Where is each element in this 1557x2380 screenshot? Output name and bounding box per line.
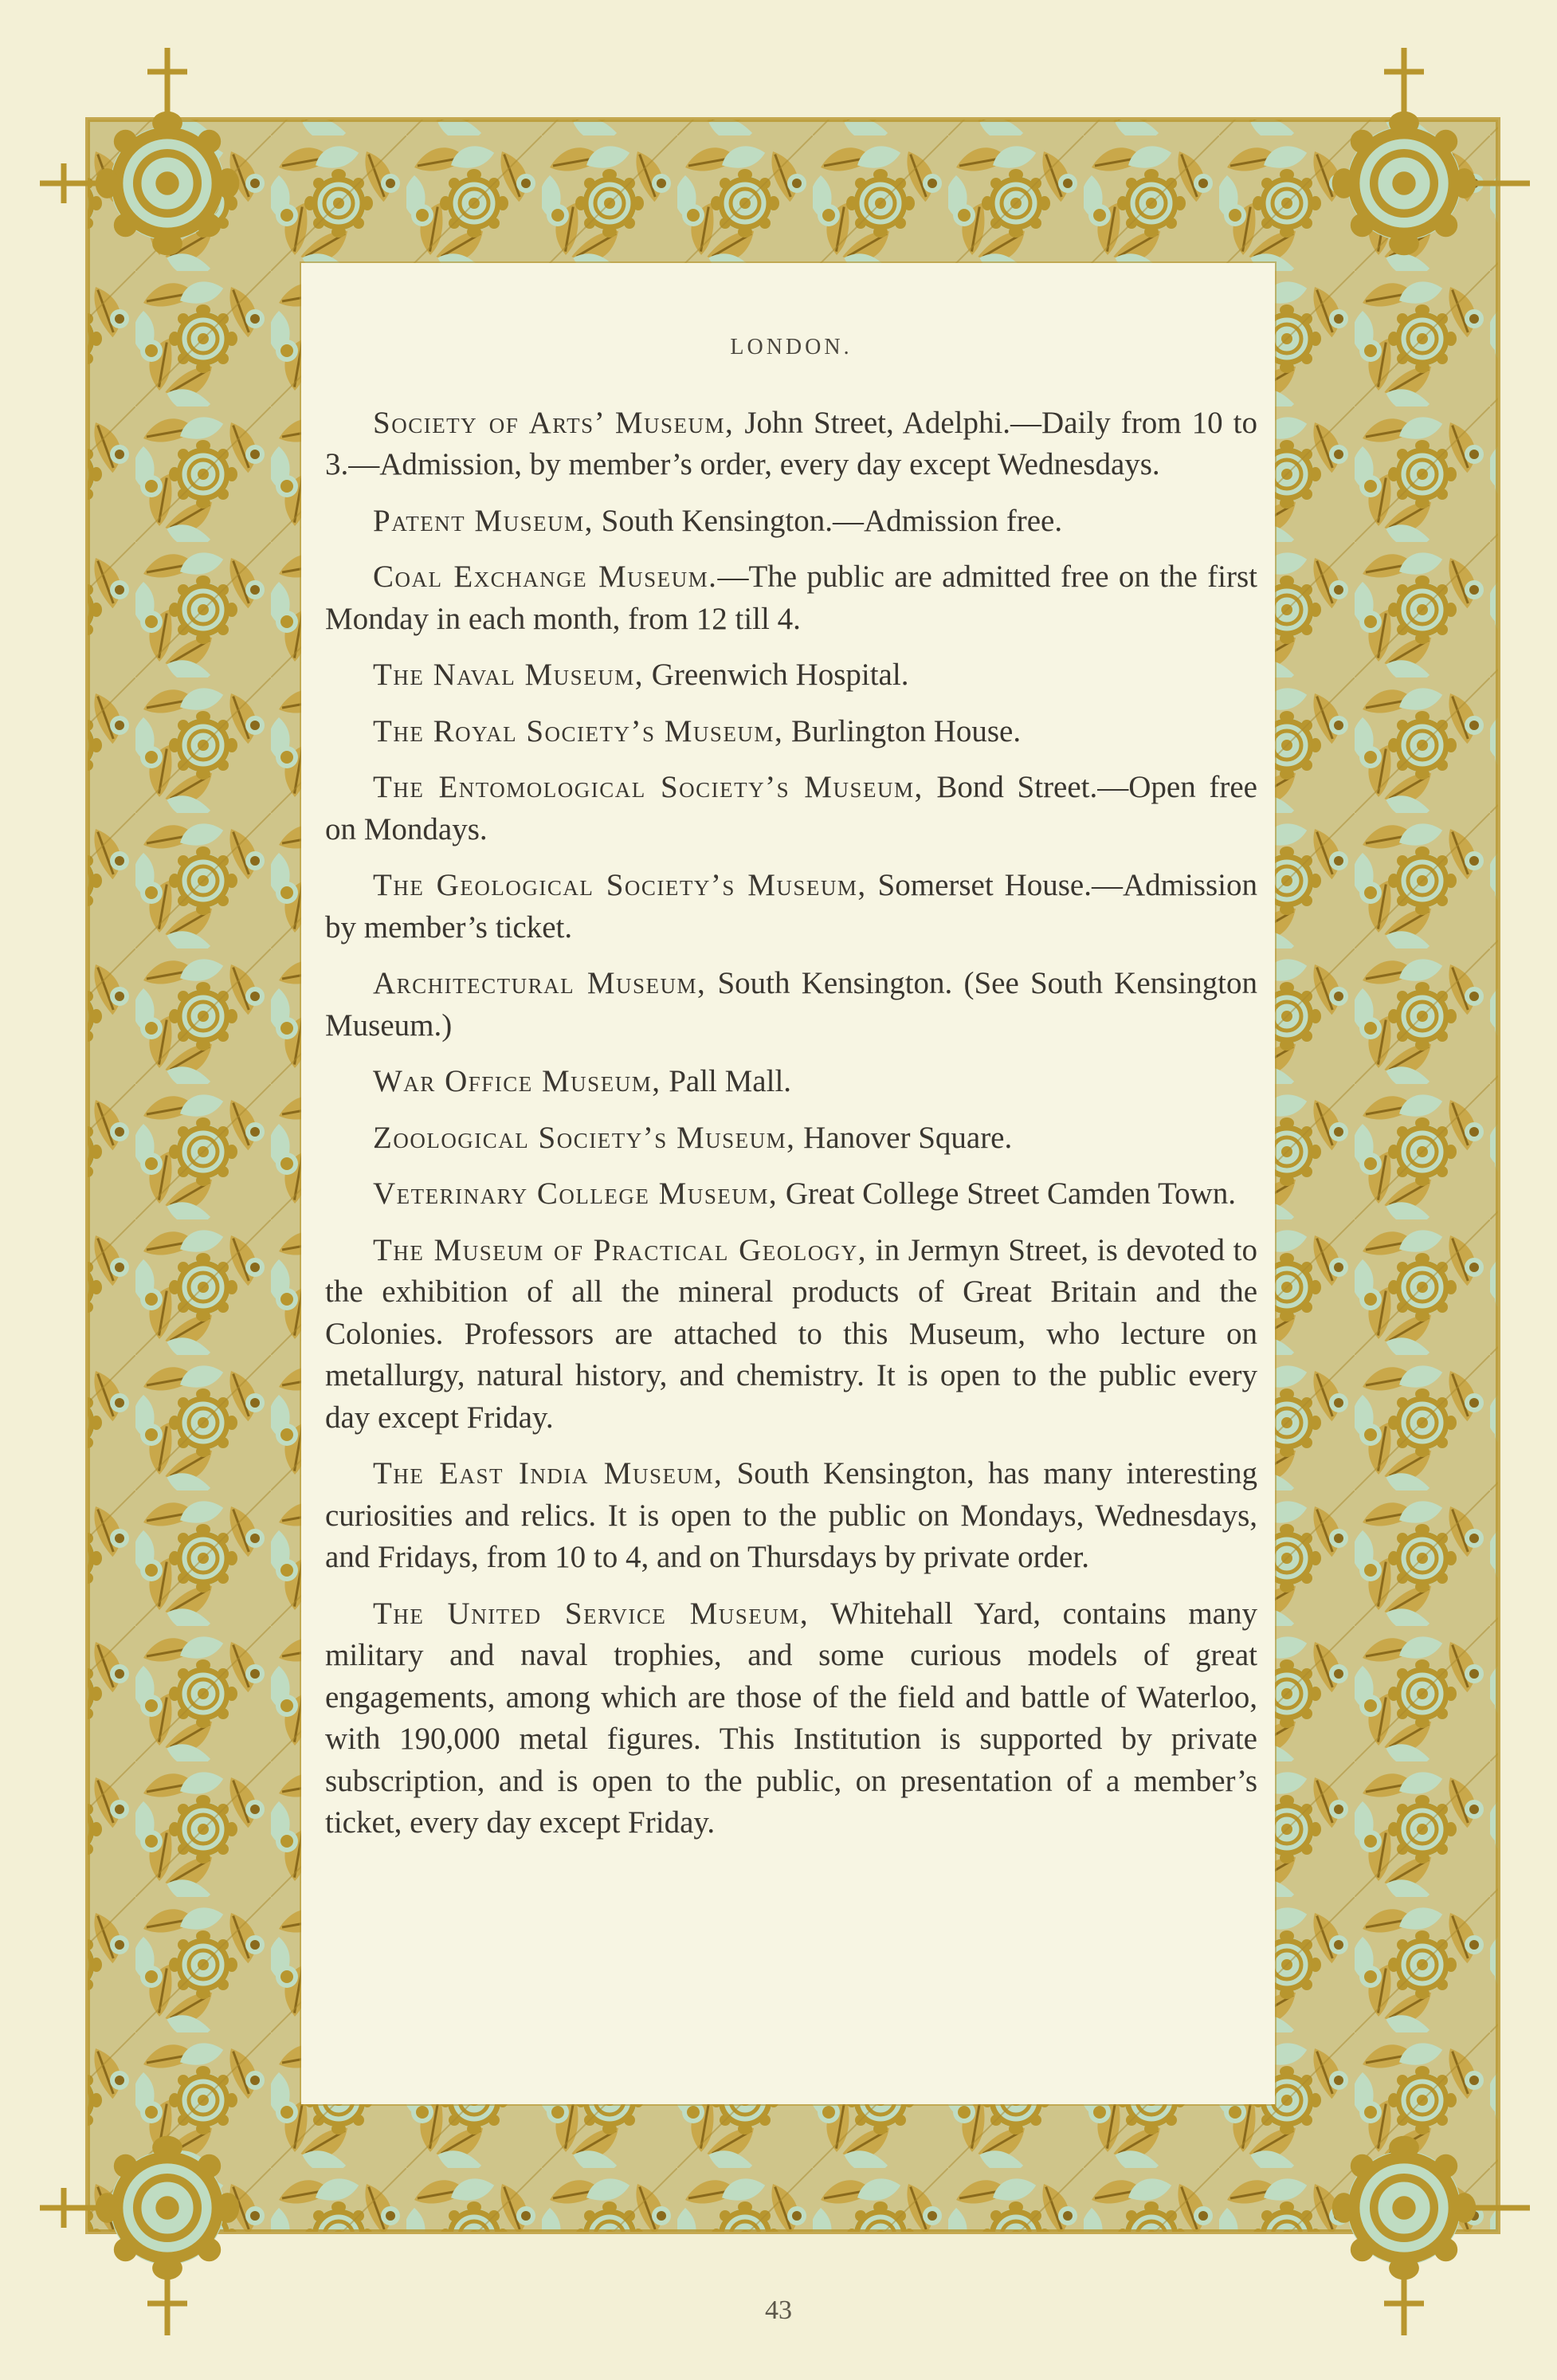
entry-royal-society bbox=[325, 711, 1257, 753]
entry-text: John Street, Adelphi.—Daily from 10 to 3.—Admission, by member’s order, every day except Wednesdays. bbox=[325, 405, 1257, 481]
museum-name: The Geological Society’s Museum, bbox=[373, 868, 867, 902]
entry-entomological-society bbox=[325, 767, 1257, 850]
entry-text: Great College Street Camden Town. bbox=[778, 1176, 1236, 1211]
page-heading: LONDON. bbox=[730, 335, 853, 359]
entry-text: —The public are admitted free on the first Monday in each month, from 12 till 4. bbox=[325, 560, 1258, 636]
entry-text: Whitehall Yard, contains many military and naval trophies, and some curious models of great engagements, among which are those of the field and battle of Waterloo, with 190,000 metal figures. This Institution is supported by private subscription, and is open to the public, on presentation of a member’s ticket, every day except Friday. bbox=[325, 1596, 1257, 1840]
page-number: 43 bbox=[765, 2296, 792, 2325]
entry-text: Burlington House. bbox=[783, 713, 1022, 748]
museum-name: Architectural Museum, bbox=[373, 966, 707, 1000]
museum-name: Coal Exchange Museum. bbox=[373, 560, 718, 594]
museum-name: The East India Museum, bbox=[373, 1456, 724, 1490]
entry-coal-exchange bbox=[325, 556, 1257, 640]
museum-name: War Office Museum, bbox=[373, 1064, 661, 1098]
museum-name: The Entomological Society’s Museum, bbox=[373, 770, 924, 804]
entry-practical-geology bbox=[325, 1230, 1257, 1439]
museum-name: Patent Museum, bbox=[373, 503, 594, 538]
entry-text: Pall Mall. bbox=[661, 1064, 792, 1098]
museum-name: Veterinary College Museum, bbox=[373, 1176, 778, 1211]
entry-text: South Kensington.—Admission free. bbox=[593, 503, 1063, 538]
entry-text: South Kensington. (See South Kensington Museum.) bbox=[325, 966, 1257, 1043]
entry-naval-museum bbox=[325, 654, 1257, 697]
entry-architectural-museum bbox=[325, 963, 1257, 1047]
entry-east-india bbox=[325, 1453, 1257, 1579]
entry-patent-museum bbox=[325, 501, 1257, 543]
entry-text: Somerset House.—Admission by member’s ticket. bbox=[325, 868, 1257, 945]
entry-text: South Kensington, has many interesting curiosities and relics. It is open to the public on Mondays, Wednesdays, and Fridays, from 10 to 4, and on Thursdays by private order. bbox=[325, 1456, 1257, 1574]
entry-war-office bbox=[325, 1061, 1257, 1103]
entry-text: Bond Street.—Open free on Mondays. bbox=[325, 770, 1257, 846]
museum-name: The Naval Museum, bbox=[373, 658, 644, 692]
entry-veterinary-college bbox=[325, 1173, 1257, 1216]
museum-name: The United Service Museum, bbox=[373, 1596, 810, 1631]
entry-geological-society bbox=[325, 865, 1257, 948]
entry-text: Hanover Square. bbox=[795, 1120, 1013, 1155]
museum-name: The Museum of Practical Geology, bbox=[373, 1232, 867, 1267]
entry-zoological-society bbox=[325, 1117, 1257, 1160]
entry-united-service bbox=[325, 1593, 1257, 1844]
museum-name: Zoological Society’s Museum, bbox=[373, 1120, 796, 1155]
entry-text: in Jermyn Street, is devoted to the exhibition of all the mineral products of Great Britain and the Colonies. Professors are attached to this Museum, who lecture on metallurgy, natural history, and chemistry. It is open to the public every day except Friday. bbox=[325, 1232, 1257, 1435]
entry-society-of-arts bbox=[325, 403, 1257, 486]
entry-text: Greenwich Hospital. bbox=[643, 658, 909, 692]
page-content bbox=[325, 327, 1257, 1859]
museum-name: Society of Arts’ Museum, bbox=[373, 405, 735, 440]
museum-name: The Royal Society’s Museum, bbox=[373, 713, 784, 748]
